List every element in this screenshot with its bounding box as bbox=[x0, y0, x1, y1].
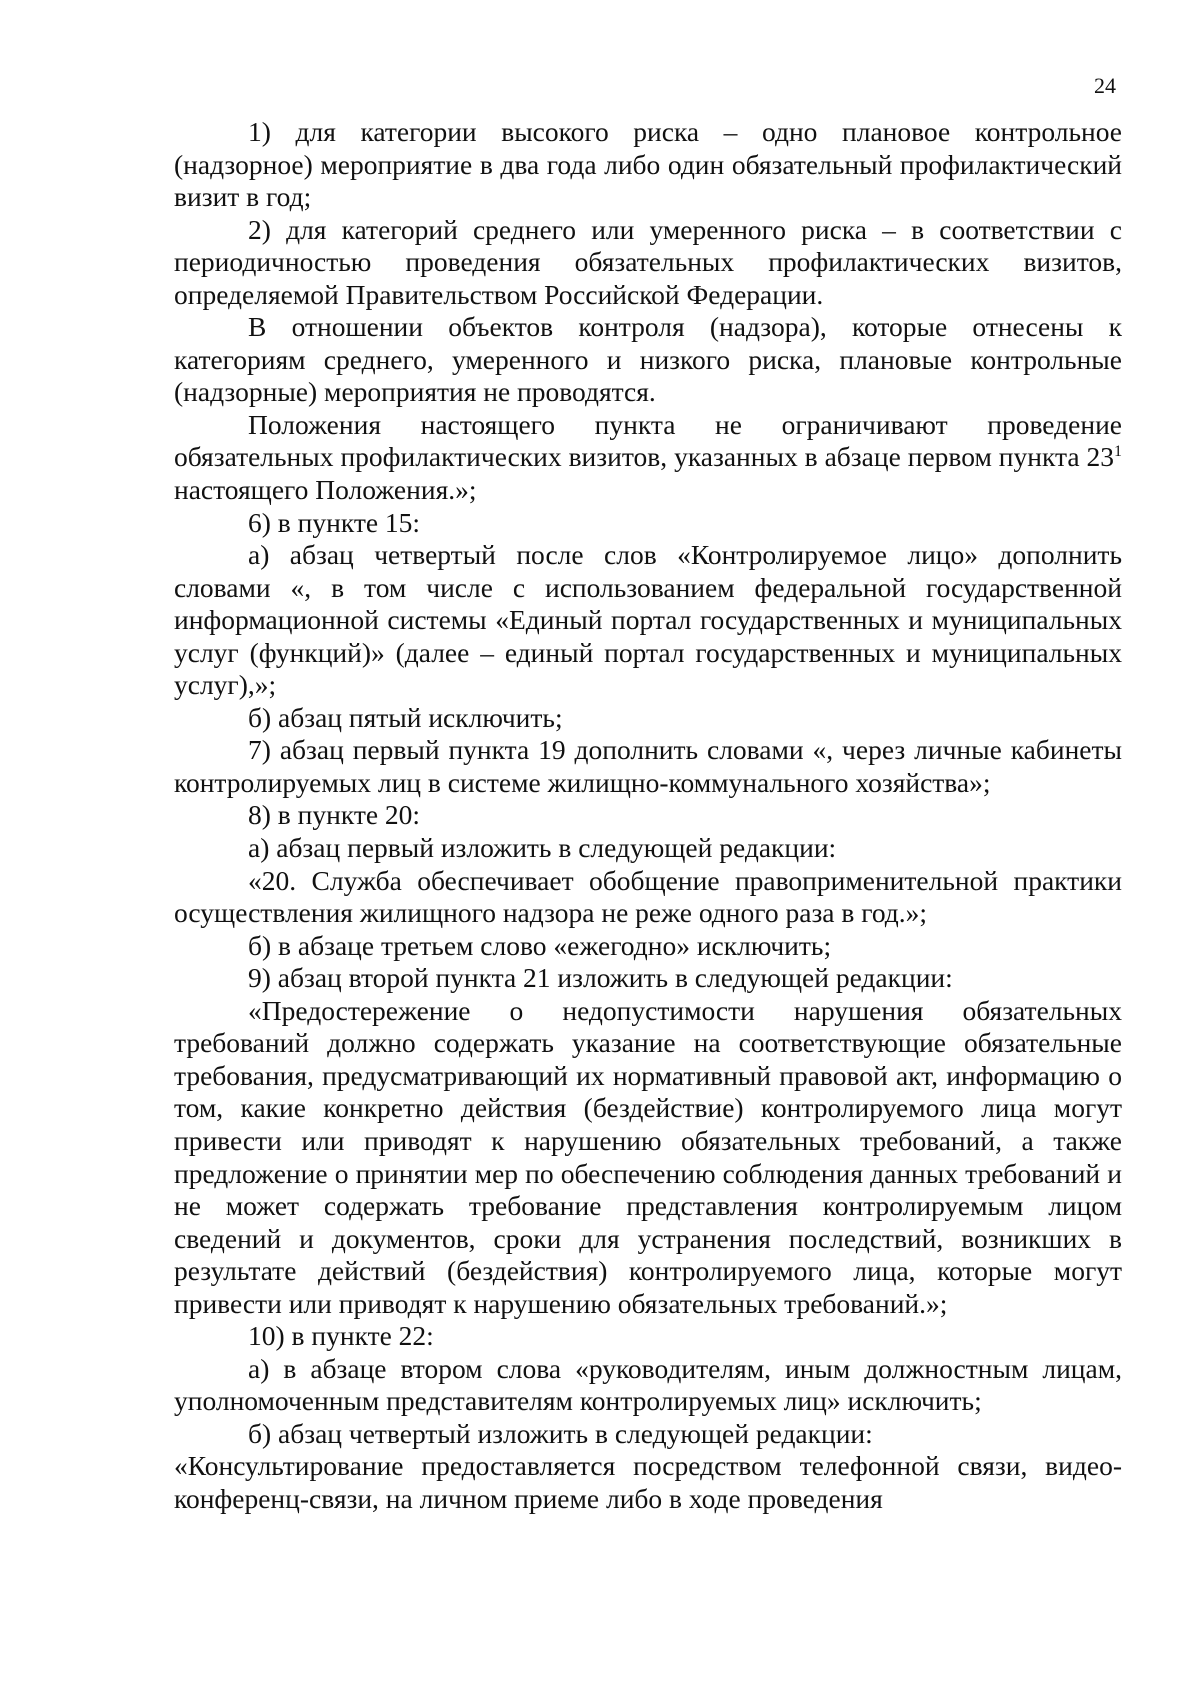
paragraph-15: 10) в пункте 22: bbox=[248, 1320, 434, 1352]
paragraph-4-tail: настоящего Положения.»; bbox=[174, 474, 477, 506]
paragraph-11: «20. Служба обеспечивает обобщение правоприменительной практики осуществления жилищного надзора не реже одного раза в год.»; bbox=[174, 864, 1122, 929]
paragraph-4-superscript: 1 bbox=[1114, 443, 1122, 461]
paragraph-12: б) в абзаце третьем слово «ежегодно» исключить; bbox=[248, 929, 832, 961]
paragraph-3: В отношении объектов контроля (надзора), которые отнесены к категориям среднего, умеренного и низкого риска, плановые контрольные (надзорные) мероприятия не проводятся. bbox=[174, 311, 1122, 408]
paragraph-17: б) абзац четвертый изложить в следующей редакции: bbox=[248, 1417, 873, 1449]
paragraph-2: 2) для категорий среднего или умеренного риска – в соответствии с периодичностью проведения обязательных профилактических визитов, определяемой Правительством Российской Федерации. bbox=[174, 213, 1122, 310]
paragraph-10: а) абзац первый изложить в следующей редакции: bbox=[248, 832, 837, 864]
paragraph-13: 9) абзац второй пункта 21 изложить в следующей редакции: bbox=[248, 962, 953, 994]
paragraph-14: «Предостережение о недопустимости нарушения обязательных требований должно содержать указание на соответствующие обязательные требования, предусматривающий их нормативный правовой акт, информацию о том, какие конкретно действия (бездействие) контролируемого лица могут привести или приводят к нарушению обязательных требований, а также предложение о принятии мер по обеспечению соблюдения данных требований и не может содержать требование представления контролируемым лицом сведений и документов, сроки для устранения последствий, возникших в результате действий (бездействия) контролируемого лица, которые могут привести или приводят к нарушению обязательных требований.»; bbox=[174, 994, 1122, 1319]
paragraph-5: 6) в пункте 15: bbox=[248, 506, 421, 538]
paragraph-9: 8) в пункте 20: bbox=[248, 799, 421, 831]
paragraph-8: 7) абзац первый пункта 19 дополнить словами «, через личные кабинеты контролируемых лиц в системе жилищно-коммунального хозяйства»; bbox=[174, 734, 1122, 798]
paragraph-18: «Консультирование предоставляется посредством телефонной связи, видео-конференц-связи, на личном приеме либо в ходе проведения bbox=[174, 1450, 1122, 1514]
paragraph-1: 1) для категории высокого риска – одно плановое контрольное (надзорное) мероприятие в два года либо один обязательный профилактический визит в год; bbox=[174, 116, 1122, 213]
paragraph-7: б) абзац пятый исключить; bbox=[248, 701, 563, 733]
paragraph-4 bbox=[174, 409, 1122, 507]
document-body bbox=[174, 116, 1122, 1516]
paragraph-4-text: Положения настоящего пункта не ограничивают проведение обязательных профилактических визитов, указанных в абзаце первом пункта 23 bbox=[174, 408, 1122, 473]
page-number: 24 bbox=[1094, 73, 1116, 98]
paragraph-16: а) в абзаце втором слова «руководителям, иным должностным лицам, уполномоченным представителям контролируемых лиц» исключить; bbox=[174, 1352, 1122, 1417]
paragraph-6: а) абзац четвертый после слов «Контролируемое лицо» дополнить словами «, в том числе с использованием федеральной государственной информационной системы «Единый портал государственных и муниципальных услуг (функций)» (далее – единый портал государственных и муниципальных услуг),»; bbox=[174, 539, 1122, 701]
